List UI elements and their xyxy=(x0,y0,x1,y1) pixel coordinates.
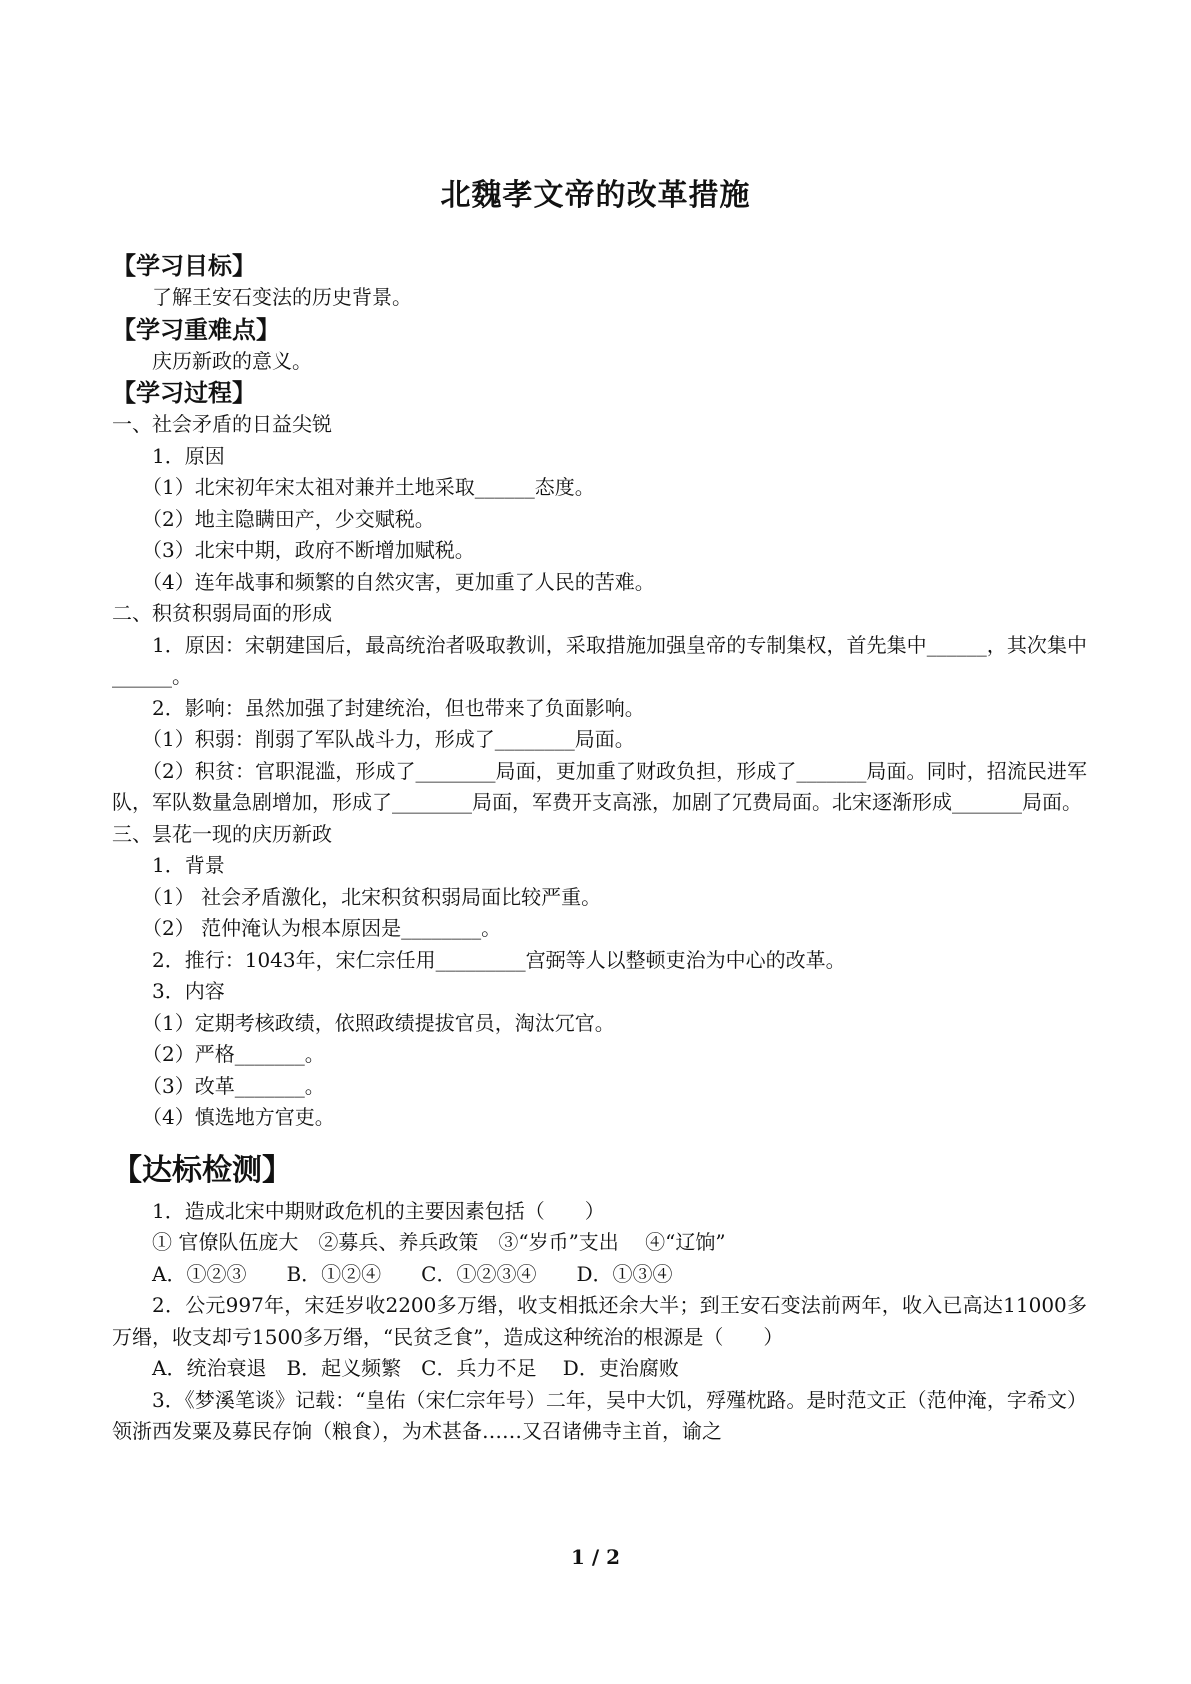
section-3-content-2: （2）严格_______。 xyxy=(142,1042,325,1066)
section-3-content-3: （3）改革_______。 xyxy=(142,1073,325,1098)
section-3-sub-3: 3．内容 xyxy=(152,979,225,1003)
keypoint-text: 庆历新政的意义。 xyxy=(152,348,312,373)
document-body xyxy=(112,250,1087,1448)
section-2-item-1: （1）积弱：削弱了军队战斗力，形成了________局面。 xyxy=(142,727,635,751)
page-number: 1 / 2 xyxy=(570,1545,621,1569)
keypoint-heading: 【学习重难点】 xyxy=(112,315,280,344)
page-title: 北魏孝文帝的改革措施 xyxy=(440,178,751,213)
section-3-sub-2: 2．推行：1043年，宋仁宗任用_________宫弼等人以整顿吏治为中心的改革。 xyxy=(152,947,846,972)
question-1-items: ① 官僚队伍庞大 ②募兵、养兵政策 ③“岁币”支出 ④“辽饷” xyxy=(152,1230,726,1254)
section-2-item-2: （2）积贫：官职混滥，形成了________局面，更加重了财政负担，形成了_______局面。同时，招流民进军队，军队数量急剧增加，形成了________局面，军费开支高涨，加剧了冗费局面。北宋逐渐形成_______局面。 xyxy=(112,758,1087,814)
section-1-title: 一、社会矛盾的日益尖锐 xyxy=(112,412,332,436)
question-3: 3．《梦溪笔谈》记载：“皇佑（宋仁宗年号）二年，吴中大饥，殍殣枕路。是时范文正（范仲淹，字希文）领浙西发粟及募民存饷（粮食），为术甚备……又召诸佛寺主首，谕之 xyxy=(112,1387,1087,1443)
section-3-content-4: （4）慎选地方官吏。 xyxy=(142,1105,335,1129)
question-1-options: A．①②③ B．①②④ C．①②③④ D．①③④ xyxy=(152,1261,673,1286)
test-heading: 【达标检测】 xyxy=(112,1152,292,1188)
question-2-options: A．统治衰退 B．起义频繁 C．兵力不足 D．吏治腐败 xyxy=(152,1356,679,1380)
section-1-sub-1: 1．原因 xyxy=(152,443,225,468)
section-3-bg-2: （2） 范仲淹认为根本原因是________。 xyxy=(142,916,502,940)
section-2-title: 二、积贫积弱局面的形成 xyxy=(112,601,332,625)
section-2-para-1: 1．原因：宋朝建国后，最高统治者吸取教训，采取措施加强皇帝的专制集权，首先集中______，其次集中______。 xyxy=(112,632,1087,688)
section-1-item-1: （1）北宋初年宋太祖对兼并土地采取______态度。 xyxy=(142,475,595,499)
section-3-sub-1: 1．背景 xyxy=(152,853,225,877)
question-2: 2．公元997年，宋廷岁收2200多万缗，收支相抵还余大半；到王安石变法前两年，收入已高达11000多万缗，收支却亏1500多万缗，“民贫乏食”，造成这种统治的根源是（ ） xyxy=(112,1293,1087,1349)
section-3-bg-1: （1） 社会矛盾激化，北宋积贫积弱局面比较严重。 xyxy=(142,884,602,909)
section-2-para-2: 2．影响：虽然加强了封建统治，但也带来了负面影响。 xyxy=(152,695,645,720)
section-3-title: 三、昙花一现的庆历新政 xyxy=(112,821,332,846)
section-3-content-1: （1）定期考核政绩，依照政绩提拔官员，淘汰冗官。 xyxy=(142,1010,615,1035)
section-1-item-4: （4）连年战事和频繁的自然灾害，更加重了人民的苦难。 xyxy=(142,569,655,594)
goal-text: 了解王安石变法的历史背景。 xyxy=(152,285,412,309)
question-1: 1．造成北宋中期财政危机的主要因素包括（ ） xyxy=(152,1198,605,1223)
section-1-item-3: （3）北宋中期，政府不断增加赋税。 xyxy=(142,538,475,562)
section-1-item-2: （2）地主隐瞒田产，少交赋税。 xyxy=(142,506,435,531)
process-heading: 【学习过程】 xyxy=(112,379,256,407)
goal-heading: 【学习目标】 xyxy=(112,252,256,280)
